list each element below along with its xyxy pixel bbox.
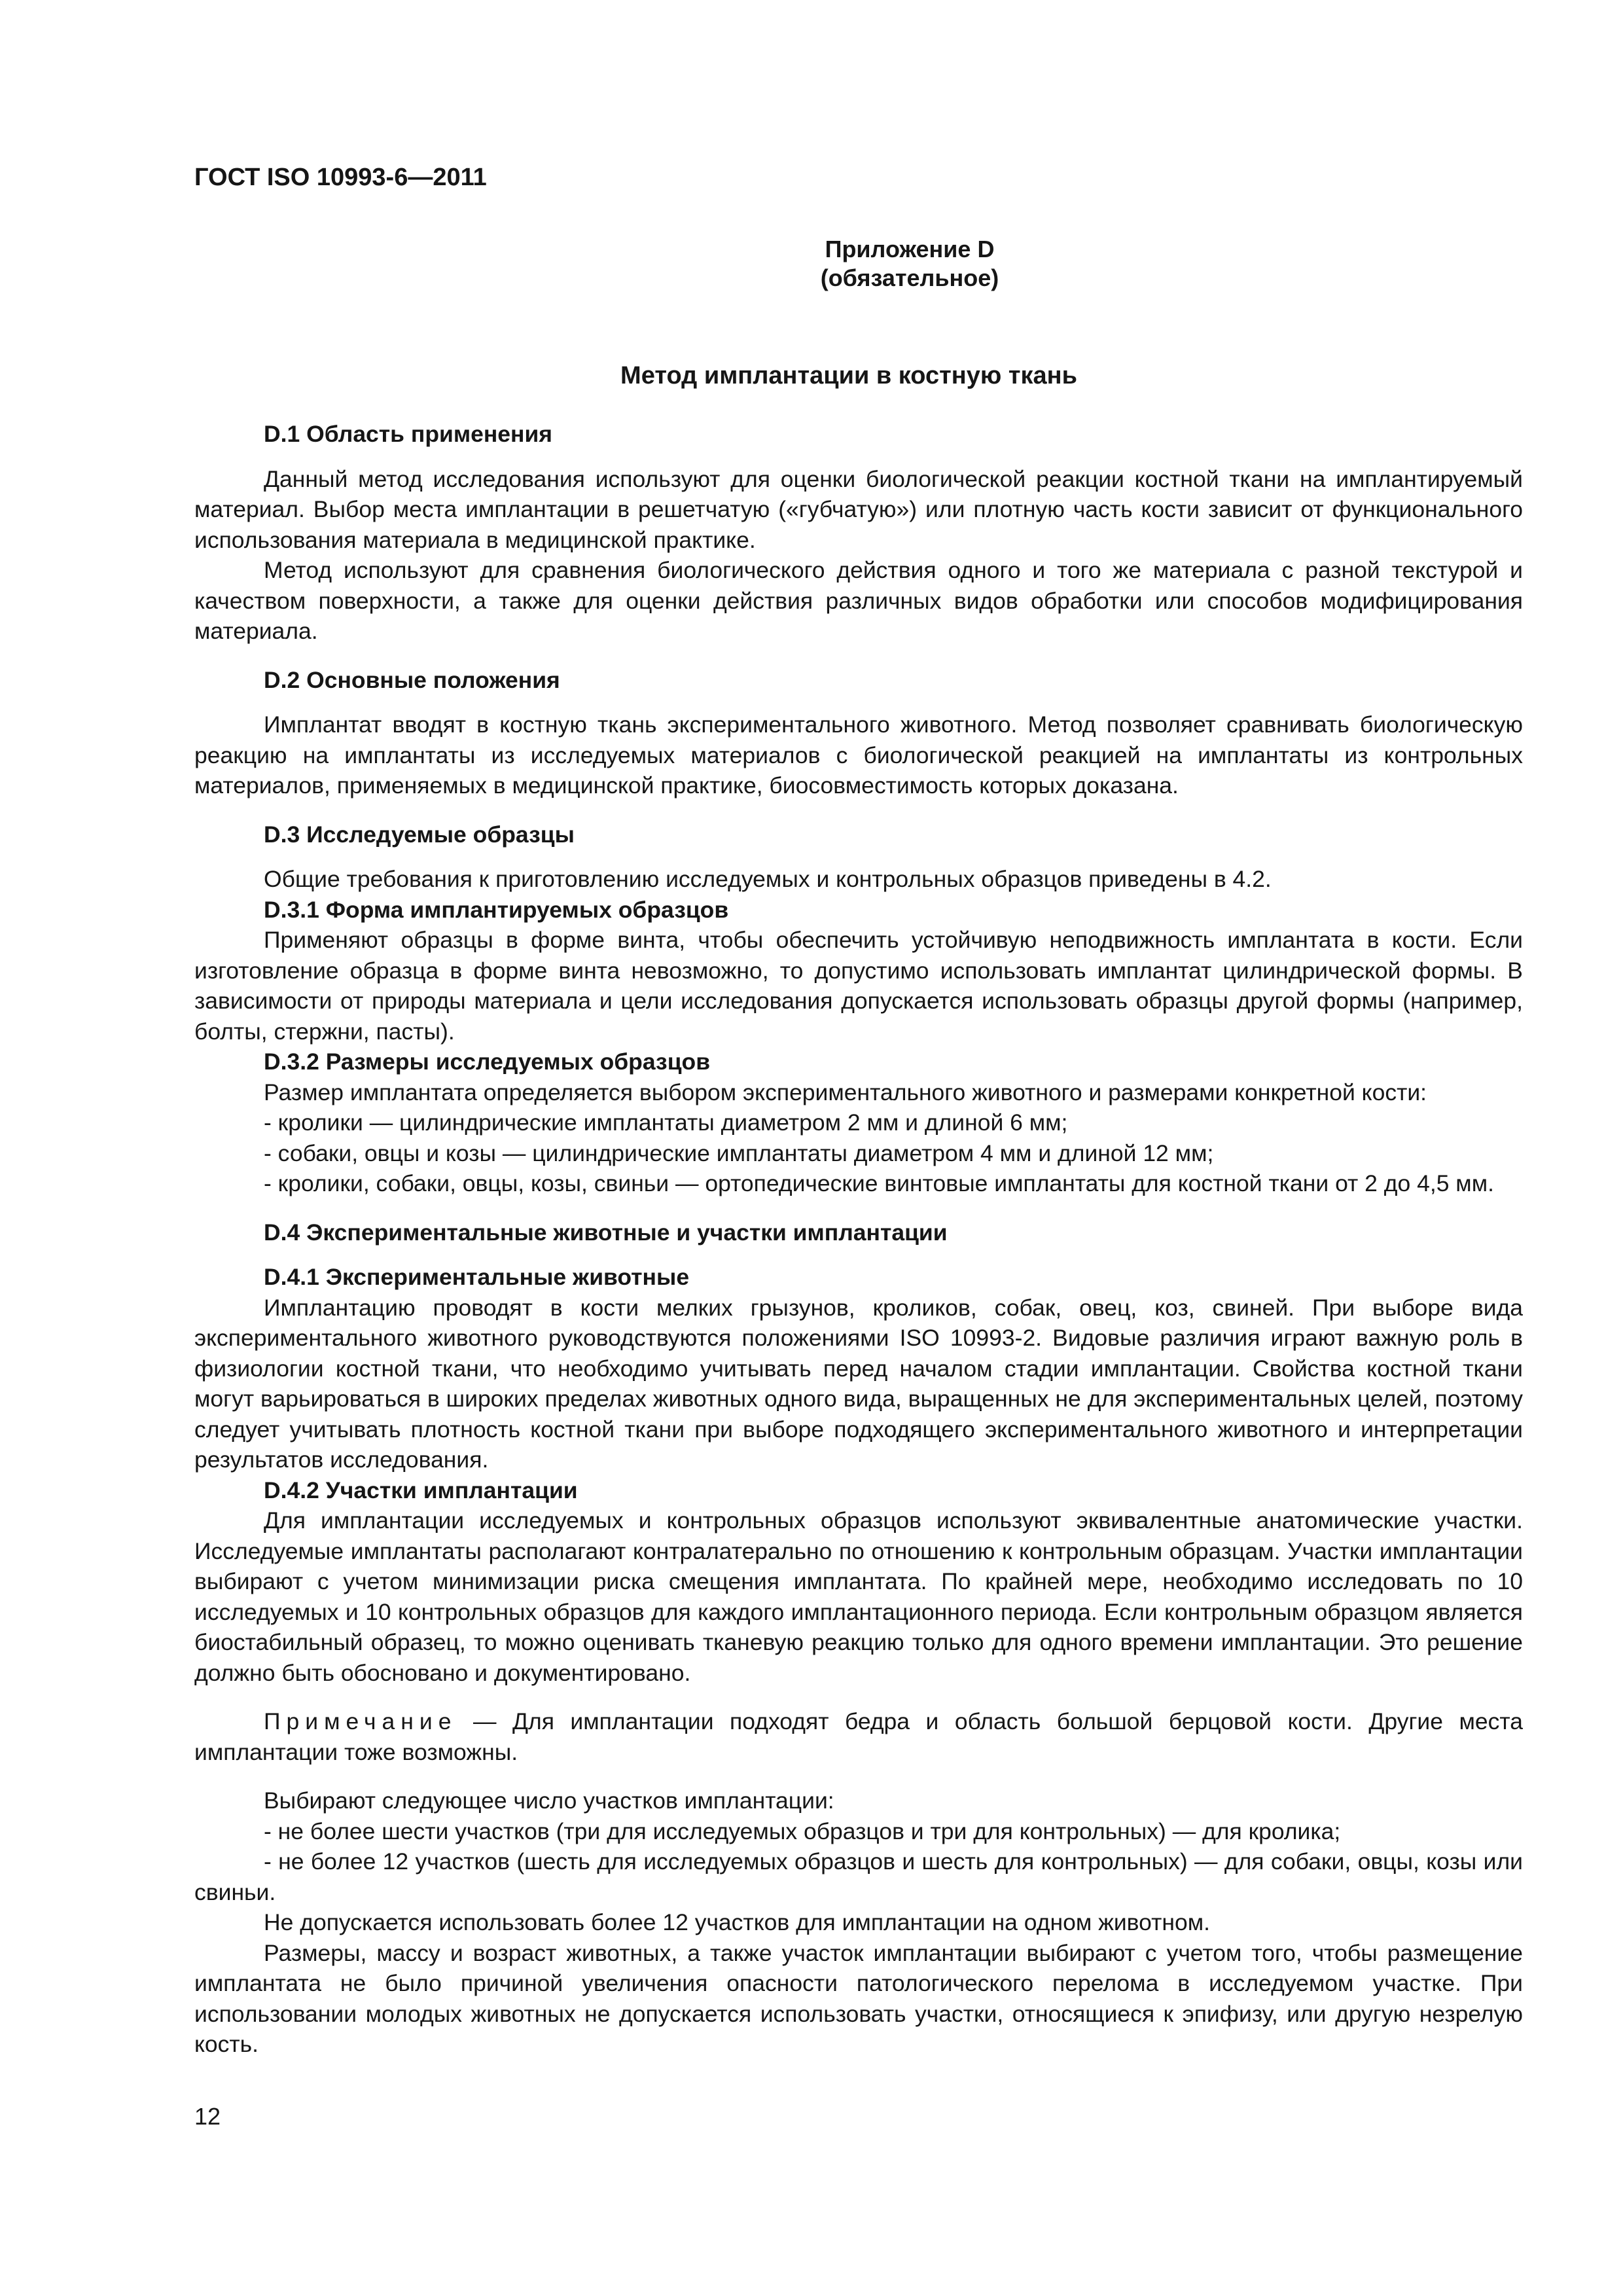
- paragraph: Не допускается использовать более 12 участков для имплантации на одном животном.: [264, 1909, 1210, 1935]
- note-label: Примечание: [264, 1708, 457, 1734]
- section-heading-d1: D.1 Область применения: [264, 421, 552, 447]
- section-heading-d2: D.2 Основные положения: [264, 666, 560, 693]
- paragraph: Метод используют для сравнения биологического действия одного и того же материала с разной текстурой и качеством поверхности, а также для оценки действия различных видов обработки или способов модифицирования материала.: [194, 557, 1523, 644]
- paragraph: Размеры, массу и возраст животных, а также участок имплантации выбирают с учетом того, чтобы размещение имплантата не было причиной увеличения опасности патологического перелома в исследуемом участке. При использовании молодых животных не допускается использовать участки, относящиеся к эпифизу, или другую незрелую кость.: [194, 1939, 1523, 2057]
- page-number: 12: [194, 2103, 221, 2130]
- section-heading-d4: D.4 Экспериментальные животные и участки имплантации: [264, 1219, 948, 1246]
- document-body: [194, 419, 1523, 2060]
- standard-header: ГОСТ ISO 10993-6—2011: [194, 164, 487, 191]
- paragraph: Выбирают следующее число участков имплантации:: [264, 1787, 834, 1814]
- note-text: — Для имплантации подходят бедра и область большой берцовой кости. Другие места имплантации тоже возможны.: [194, 1708, 1523, 1765]
- paragraph: Имплантат вводят в костную ткань экспериментального животного. Метод позволяет сравнивать биологическую реакцию на имплантаты из исследуемых материалов с биологической реакцией на имплантаты из контрольных материалов, применяемых в медицинской практике, биосовместимость которых доказана.: [194, 711, 1523, 798]
- paragraph: Размер имплантата определяется выбором экспериментального животного и размерами конкретной кости:: [264, 1079, 1427, 1105]
- subsection-heading-d42: D.4.2 Участки имплантации: [264, 1477, 578, 1503]
- list-item: - не более шести участков (три для исследуемых образцов и три для контрольных) — для кролика;: [264, 1818, 1341, 1844]
- paragraph: Общие требования к приготовлению исследуемых и контрольных образцов приведены в 4.2.: [264, 866, 1272, 892]
- paragraph: Имплантацию проводят в кости мелких грызунов, кроликов, собак, овец, коз, свиней. При выборе вида экспериментального животного руководствуются положениями ISO 10993-2. Видовые различия играют важную роль в физиологии костной ткани, что необходимо учитывать перед началом стадии имплантации. Свойства костной ткани могут варьироваться в широких пределах животных одного вида, выращенных не для экспериментальных целей, поэтому следует учитывать плотность костной ткани при выборе подходящего экспериментального животного и интерпретации результатов исследования.: [194, 1294, 1523, 1473]
- paragraph: Применяют образцы в форме винта, чтобы обеспечить устойчивую неподвижность имплантата в кости. Если изготовление образца в форме винта невозможно, то допустимо использовать имплантат цилиндрической формы. В зависимости от природы материала и цели исследования допускается использовать образцы другой формы (например, болты, стержни, пасты).: [194, 927, 1523, 1045]
- note: [194, 1706, 1523, 1767]
- list-item: - кролики, собаки, овцы, козы, свиньи — ортопедические винтовые имплантаты для костной ткани от 2 до 4,5 мм.: [264, 1170, 1494, 1196]
- list-item: - не более 12 участков (шесть для исследуемых образцов и шесть для контрольных) — для собаки, овцы, козы или свиньи.: [194, 1848, 1523, 1905]
- document-title: Метод имплантации в костную ткань: [620, 362, 1077, 389]
- section-heading-d3: D.3 Исследуемые образцы: [264, 821, 575, 848]
- subsection-heading-d41: D.4.1 Экспериментальные животные: [264, 1264, 690, 1290]
- list-item: - кролики — цилиндрические имплантаты диаметром 2 мм и длиной 6 мм;: [264, 1109, 1068, 1136]
- subsection-heading-d32: D.3.2 Размеры исследуемых образцов: [264, 1049, 711, 1075]
- subsection-heading-d31: D.3.1 Форма имплантируемых образцов: [264, 896, 729, 923]
- list-item: - собаки, овцы и козы — цилиндрические имплантаты диаметром 4 мм и длиной 12 мм;: [264, 1139, 1214, 1166]
- annex-status: (обязательное): [820, 264, 999, 291]
- paragraph: Данный метод исследования используют для оценки биологической реакции костной ткани на имплантируемый материал. Выбор места имплантации в решетчатую («губчатую») или плотную часть кости зависит от функционального использования материала в медицинской практике.: [194, 465, 1523, 553]
- annex-title: Приложение D: [825, 236, 995, 262]
- paragraph: Для имплантации исследуемых и контрольных образцов используют эквивалентные анатомические участки. Исследуемые имплантаты располагают контралатерально по отношению к контрольным образцам. Участки имплантации выбирают с учетом минимизации риска смещения имплантата. По крайней мере, необходимо исследовать по 10 исследуемых и 10 контрольных образцов для каждого имплантационного периода. Если контрольным образцом является биостабильный образец, то можно оценивать тканевую реакцию только для одного времени имплантации. Это решение должно быть обосновано и документировано.: [194, 1507, 1523, 1686]
